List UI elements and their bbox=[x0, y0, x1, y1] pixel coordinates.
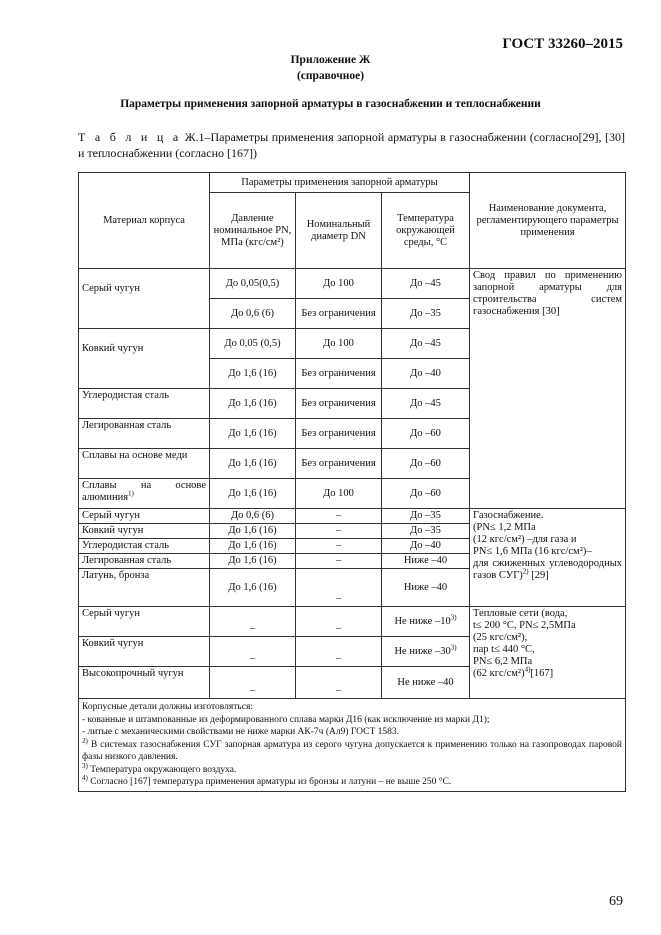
temp-cell: До –45 bbox=[382, 329, 470, 359]
footnote-mark: 1) bbox=[128, 489, 134, 498]
doc-ref: [29] bbox=[528, 570, 549, 581]
pressure-cell: До 1,6 (16) bbox=[210, 539, 296, 554]
doc-line: пар t≤ 440 °С, bbox=[473, 644, 535, 655]
doc-line: t≤ 200 °С, PN≤ 2,5МПа bbox=[473, 620, 576, 631]
pressure-cell: До 1,6 (16) bbox=[210, 449, 296, 479]
note-line: - литые с механическими свойствами не ниже марки АК-7ч (Ал9) ГОСТ 1583. bbox=[82, 727, 399, 737]
material-cell: Серый чугун bbox=[79, 607, 210, 637]
doc-line: Тепловые сети (вода, bbox=[473, 608, 568, 619]
diameter-cell: – bbox=[296, 554, 382, 569]
parameters-table bbox=[78, 172, 626, 792]
material-cell: Сплавы на основе меди bbox=[79, 449, 210, 479]
doc-line: (PN≤ 1,2 МПа bbox=[473, 522, 536, 533]
temp-cell: До –35 bbox=[382, 509, 470, 524]
note-line bbox=[82, 773, 622, 789]
footnote-mark: 3) bbox=[450, 643, 457, 651]
material-cell: Ковкий чугун bbox=[79, 637, 210, 667]
page-number: 69 bbox=[609, 894, 623, 909]
doc-ref: [167] bbox=[530, 668, 554, 679]
doc-line bbox=[473, 558, 622, 582]
footnote-mark: 3) bbox=[450, 613, 457, 621]
note-line bbox=[82, 761, 622, 777]
footnote-mark: 4) bbox=[82, 773, 88, 782]
table-caption bbox=[78, 129, 625, 161]
appendix-title bbox=[0, 52, 661, 84]
diameter-cell: – bbox=[296, 539, 382, 554]
note-text: Согласно [167] температура применения арматуры из бронзы и латуни – не выше 250 °С. bbox=[87, 777, 452, 787]
table-row bbox=[79, 607, 626, 637]
diameter-cell: Без ограничения bbox=[296, 419, 382, 449]
temp-cell: До –60 bbox=[382, 419, 470, 449]
notes-row bbox=[79, 699, 626, 792]
temp-cell: Ниже –40 bbox=[382, 554, 470, 569]
diameter-cell: – bbox=[296, 667, 382, 699]
note-line bbox=[82, 736, 623, 764]
temp-cell: До –35 bbox=[382, 299, 470, 329]
note-text: В системах газоснабжения СУГ запорная арматура из серого чугуна допускается к применению только на газопроводах паровой фазы низкого давления. bbox=[82, 739, 623, 762]
footnote-mark: 2) bbox=[522, 567, 529, 576]
material-cell: Углеродистая сталь bbox=[79, 539, 210, 554]
doc-line: (12 кгс/см²) –для газа и bbox=[473, 534, 577, 545]
header-params: Параметры применения запорной арматуры bbox=[210, 173, 470, 193]
diameter-cell: До 100 bbox=[296, 329, 382, 359]
diameter-cell: Без ограничения bbox=[296, 359, 382, 389]
footnote-mark: 3) bbox=[82, 761, 88, 770]
temp-text: Не ниже –10 bbox=[394, 615, 451, 627]
temp-cell: До –45 bbox=[382, 269, 470, 299]
temp-cell: Не ниже –40 bbox=[382, 667, 470, 699]
diameter-cell: – bbox=[296, 509, 382, 524]
header-pressure: Давление номинальное PN, МПа (кгс/см²) bbox=[210, 193, 296, 269]
material-text: Сплавы на основе алюминия bbox=[82, 480, 206, 503]
diameter-cell: До 100 bbox=[296, 479, 382, 509]
doc-cell-gas-rules: Свод правил по применению запорной арматуры для строительства систем газоснабжения [30] bbox=[470, 269, 626, 509]
material-cell: Ковкий чугун bbox=[79, 329, 210, 389]
temp-text: Не ниже –30 bbox=[394, 645, 451, 657]
footnote-mark: 4) bbox=[524, 665, 531, 674]
pressure-cell: До 1,6 (16) bbox=[210, 569, 296, 607]
appendix-label: Приложение Ж bbox=[290, 54, 371, 66]
section-heading: Параметры применения запорной арматуры в газоснабжении и теплоснабжении bbox=[120, 98, 541, 110]
diameter-cell: До 100 bbox=[296, 269, 382, 299]
caption-text: Ж.1–Параметры применения запорной арматуры в газоснабжении (согласно[29], [30] и теплоснабжении (согласно [167]) bbox=[78, 130, 626, 160]
doc-line: PN≤ 1,6 МПа (16 кгс/см²)– bbox=[473, 546, 592, 557]
material-cell: Серый чугун bbox=[79, 509, 210, 524]
temp-cell: До –40 bbox=[382, 359, 470, 389]
pressure-cell: До 1,6 (16) bbox=[210, 359, 296, 389]
diameter-cell: – bbox=[296, 607, 382, 637]
doc-cell-heat-networks bbox=[470, 607, 626, 699]
note-text: Температура окружающего воздуха. bbox=[87, 764, 237, 775]
doc-line: Газоснабжение. bbox=[473, 510, 544, 521]
pressure-cell: – bbox=[210, 607, 296, 637]
header-temperature: Температура окружающей среды, °С bbox=[382, 193, 470, 269]
table-notes bbox=[79, 699, 626, 792]
temp-cell bbox=[382, 607, 470, 637]
pressure-cell: До 1,6 (16) bbox=[210, 419, 296, 449]
material-cell: Высокопрочный чугун bbox=[79, 667, 210, 699]
note-line: - кованные и штампованные из деформированного сплава марки Д16 (как исключение из марки Д1); bbox=[82, 714, 490, 725]
temp-cell bbox=[382, 637, 470, 667]
header-diameter: Номинальный диаметр DN bbox=[296, 193, 382, 269]
pressure-cell: До 1,6 (16) bbox=[210, 479, 296, 509]
doc-line: PN≤ 6,2 МПа bbox=[473, 656, 533, 667]
material-cell: Латунь, бронза bbox=[79, 569, 210, 607]
pressure-cell: До 1,6 (16) bbox=[210, 389, 296, 419]
doc-cell-gas-supply bbox=[470, 509, 626, 607]
doc-line: (25 кгс/см²), bbox=[473, 632, 528, 643]
doc-text: (62 кгс/см²) bbox=[473, 668, 525, 679]
diameter-cell: – bbox=[296, 637, 382, 667]
table-row bbox=[79, 269, 626, 299]
pressure-cell: До 0,05(0,5) bbox=[210, 269, 296, 299]
temp-cell: До –35 bbox=[382, 524, 470, 539]
header-material: Материал корпуса bbox=[79, 173, 210, 269]
pressure-cell: До 0,6 (6) bbox=[210, 509, 296, 524]
doc-text: для сжиженных углеводородных газов СУГ) bbox=[473, 558, 623, 581]
doc-line bbox=[473, 665, 622, 680]
temp-cell: До –45 bbox=[382, 389, 470, 419]
diameter-cell: – bbox=[296, 569, 382, 607]
temp-cell: До –40 bbox=[382, 539, 470, 554]
pressure-cell: До 1,6 (16) bbox=[210, 554, 296, 569]
material-cell: Ковкий чугун bbox=[79, 524, 210, 539]
header-document: Наименование документа, регламентирующего параметры применения bbox=[470, 173, 626, 269]
material-cell: Легированная сталь bbox=[79, 554, 210, 569]
appendix-subtitle: (справочное) bbox=[296, 70, 365, 82]
note-line: Корпусные детали должны изготовляться: bbox=[82, 702, 253, 712]
caption-prefix: Т а б л и ц а bbox=[78, 130, 182, 144]
temp-cell: До –60 bbox=[382, 479, 470, 509]
pressure-cell: До 0,05 (0,5) bbox=[210, 329, 296, 359]
standard-number: ГОСТ 33260–2015 bbox=[502, 36, 623, 52]
diameter-cell: Без ограничения bbox=[296, 299, 382, 329]
temp-cell: Ниже –40 bbox=[382, 569, 470, 607]
material-cell: Углеродистая сталь bbox=[79, 389, 210, 419]
table-row bbox=[79, 509, 626, 524]
material-cell: Легированная сталь bbox=[79, 419, 210, 449]
temp-cell: До –60 bbox=[382, 449, 470, 479]
pressure-cell: – bbox=[210, 667, 296, 699]
diameter-cell: Без ограничения bbox=[296, 389, 382, 419]
diameter-cell: Без ограничения bbox=[296, 449, 382, 479]
footnote-mark: 2) bbox=[82, 736, 88, 745]
material-cell bbox=[79, 479, 210, 509]
pressure-cell: До 0,6 (6) bbox=[210, 299, 296, 329]
diameter-cell: – bbox=[296, 524, 382, 539]
pressure-cell: – bbox=[210, 637, 296, 667]
pressure-cell: До 1,6 (16) bbox=[210, 524, 296, 539]
material-cell: Серый чугун bbox=[79, 269, 210, 329]
